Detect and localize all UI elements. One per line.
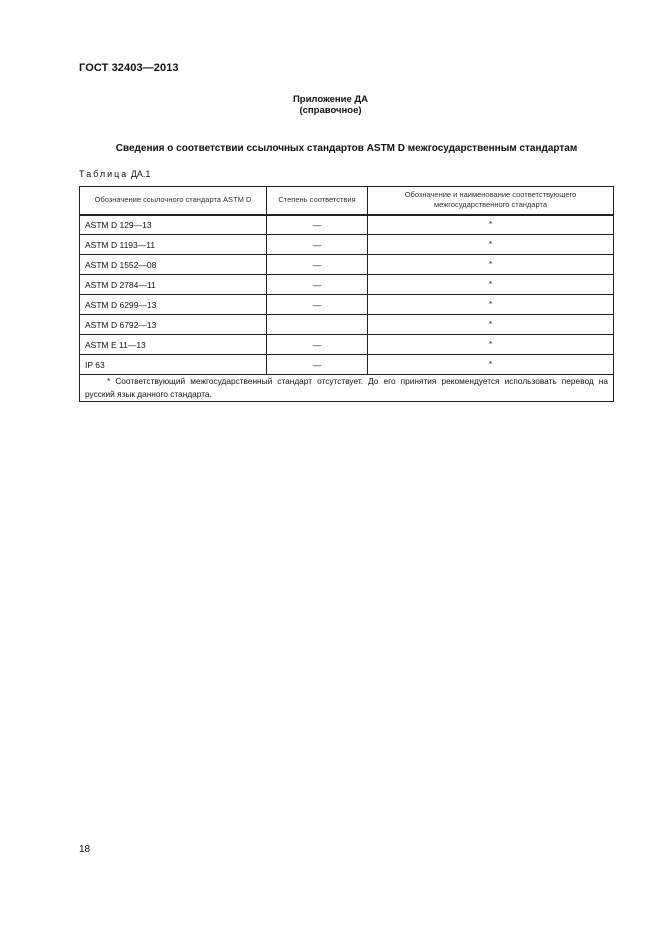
table-footnote: * Соответствующий межгосударственный стандарт отсутствует. До его принятия рекомендуется использовать перевод на русский язык данного стандарта.: [85, 376, 608, 399]
reference-standard-cell: ASTM D 2784—11: [80, 275, 267, 295]
degree-cell: —: [267, 355, 368, 375]
page-number: 18: [79, 844, 91, 855]
column-header-reference-standard: Обозначение ссылочного стандарта ASTM D: [80, 187, 267, 215]
degree-cell: —: [267, 335, 368, 355]
reference-standard-cell: ASTM D 6299—13: [80, 295, 267, 315]
annex-kind: (справочное): [299, 105, 362, 116]
national-standard-cell: *: [368, 355, 614, 375]
table-row: [80, 355, 614, 375]
degree-cell: —: [267, 255, 368, 275]
reference-standard-cell: ASTM D 6792—13: [80, 315, 267, 335]
table-footnote-row: [80, 375, 614, 402]
table-row: [80, 315, 614, 335]
table-row: [80, 275, 614, 295]
reference-standards-table: [79, 186, 614, 402]
table-caption-label: Таблица: [79, 169, 129, 179]
national-standard-cell: *: [368, 335, 614, 355]
degree-cell: —: [267, 295, 368, 315]
table-row: [80, 215, 614, 235]
reference-standard-cell: ASTM D 1552—08: [80, 255, 267, 275]
national-standard-cell: *: [368, 315, 614, 335]
table-row: [80, 255, 614, 275]
table-row: [80, 235, 614, 255]
table-footnote-cell: [80, 375, 614, 402]
national-standard-cell: *: [368, 295, 614, 315]
table-caption-number: ДА.1: [130, 169, 151, 179]
column-header-degree: Степень соответствия: [267, 187, 368, 215]
national-standard-cell: *: [368, 235, 614, 255]
reference-standard-cell: ASTM D 129—13: [80, 215, 267, 235]
national-standard-cell: *: [368, 275, 614, 295]
national-standard-cell: *: [368, 255, 614, 275]
degree-cell: —: [267, 235, 368, 255]
table-row: [80, 335, 614, 355]
table-caption: [79, 169, 150, 179]
reference-standard-cell: ASTM E 11—13: [80, 335, 267, 355]
document-code: ГОСТ 32403—2013: [79, 62, 179, 74]
degree-cell: [267, 315, 368, 335]
reference-standard-cell: ASTM D 1193—11: [80, 235, 267, 255]
section-heading: Сведения о соответствии ссылочных стандартов ASTM D межгосударственным стандартам: [115, 143, 578, 154]
column-header-national-standard: Обозначение и наименование соответствующего межгосударственного стандарта: [368, 187, 614, 215]
annex-title: Приложение ДА: [292, 94, 369, 105]
table-row: [80, 295, 614, 315]
degree-cell: —: [267, 215, 368, 235]
national-standard-cell: *: [368, 215, 614, 235]
table-header-row: [80, 187, 614, 215]
reference-standard-cell: IP 63: [80, 355, 267, 375]
degree-cell: —: [267, 275, 368, 295]
